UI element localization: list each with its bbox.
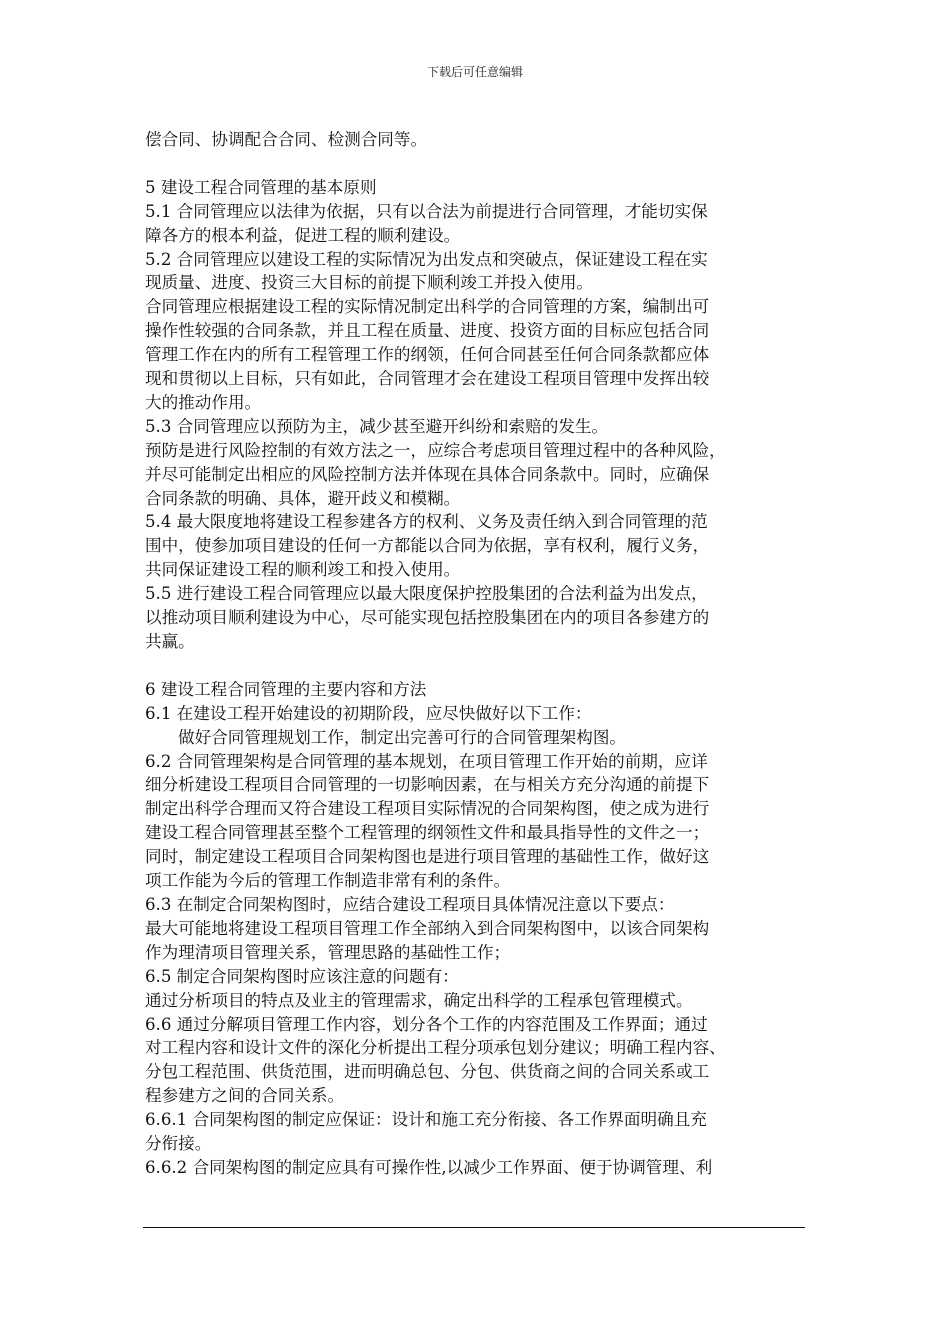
section-heading: 5 建设工程合同管理的基本原则 — [145, 177, 377, 197]
paragraph-line: 制定出科学合理而又符合建设工程项目实际情况的合同架构图，使之成为进行 — [145, 799, 710, 819]
page-header: 下载后可任意编辑 — [426, 65, 523, 79]
paragraph-line: 对工程内容和设计文件的深化分析提出工程分项承包划分建议；明确工程内容、 — [145, 1038, 726, 1058]
paragraph-line: 管理工作在内的所有工程管理工作的纲领，任何合同甚至任何合同条款都应体 — [145, 345, 710, 365]
section-heading: 6 建设工程合同管理的主要内容和方法 — [145, 679, 427, 699]
paragraph-line: 偿合同、协调配合合同、检测合同等。 — [145, 130, 428, 149]
footer-divider — [143, 1227, 805, 1228]
paragraph-line: 现质量、进度、投资三大目标的前提下顺利竣工并投入使用。 — [145, 273, 594, 293]
paragraph-line: 共同保证建设工程的顺利竣工和投入使用。 — [145, 560, 461, 580]
paragraph-line: 5.1 合同管理应以法律为依据，只有以合法为前提进行合同管理，才能切实保 — [145, 201, 708, 221]
paragraph-line: 程参建方之间的合同关系。 — [145, 1086, 345, 1106]
paragraph-line: 以推动项目顺利建设为中心，尽可能实现包括控股集团在内的项目各参建方的 — [145, 608, 710, 628]
paragraph-line: 操作性较强的合同条款，并且工程在质量、进度、投资方面的目标应包括合同 — [145, 321, 710, 341]
paragraph-line: 6.2 合同管理架构是合同管理的基本规划，在项目管理工作开始的前期，应详 — [145, 751, 708, 771]
document-body — [145, 128, 815, 1180]
paragraph-line: 大的推动作用。 — [145, 392, 262, 412]
paragraph-line: 预防是进行风险控制的有效方法之一，应综合考虑项目管理过程中的各种风险， — [145, 440, 726, 460]
paragraph-line: 作为理清项目管理关系，管理思路的基础性工作； — [145, 942, 511, 962]
paragraph-line: 围中，使参加项目建设的任何一方都能以合同为依据，享有权利，履行义务， — [145, 536, 710, 556]
paragraph-line: 5.5 进行建设工程合同管理应以最大限度保护控股集团的合法利益为出发点， — [145, 584, 708, 604]
paragraph-line: 分衔接。 — [145, 1134, 212, 1154]
paragraph-line: 同时，制定建设工程项目合同架构图也是进行项目管理的基础性工作，做好这 — [145, 847, 710, 867]
paragraph-line: 6.6.1 合同架构图的制定应保证：设计和施工充分衔接、各工作界面明确且充 — [145, 1110, 707, 1130]
paragraph-line: 建设工程合同管理甚至整个工程管理的纲领性文件和最具指导性的文件之一； — [145, 823, 710, 843]
paragraph-line: 障各方的根本利益，促进工程的顺利建设。 — [145, 225, 461, 245]
paragraph-line: 6.6.2 合同架构图的制定应具有可操作性,以减少工作界面、便于协调管理、利 — [145, 1157, 713, 1177]
paragraph-line: 通过分析项目的特点及业主的管理需求，确定出科学的工程承包管理模式。 — [145, 990, 693, 1010]
paragraph-line: 项工作能为今后的管理工作制造非常有利的条件。 — [145, 871, 511, 891]
blank-line — [145, 152, 815, 176]
paragraph-line: 细分析建设工程项目合同管理的一切影响因素，在与相关方充分沟通的前提下 — [145, 775, 710, 795]
paragraph-line: 合同管理应根据建设工程的实际情况制定出科学的合同管理的方案，编制出可 — [145, 297, 710, 317]
paragraph-line: 现和贯彻以上目标，只有如此，合同管理才会在建设工程项目管理中发挥出较 — [145, 369, 710, 389]
paragraph-line: 分包工程范围、供货范围，进而明确总包、分包、供货商之间的合同关系或工 — [145, 1062, 710, 1082]
paragraph-line: 6.1 在建设工程开始建设的初期阶段，应尽快做好以下工作： — [145, 703, 592, 723]
paragraph-line: 做好合同管理规划工作，制定出完善可行的合同管理架构图。 — [178, 727, 627, 747]
paragraph-line: 5.3 合同管理应以预防为主，减少甚至避开纠纷和索赔的发生。 — [145, 416, 609, 436]
paragraph-line: 6.3 在制定合同架构图时，应结合建设工程项目具体情况注意以下要点： — [145, 894, 675, 914]
paragraph-line: 6.5 制定合同架构图时应该注意的问题有： — [145, 966, 459, 986]
paragraph-line: 6.6 通过分解项目管理工作内容，划分各个工作的内容范围及工作界面；通过 — [145, 1014, 708, 1034]
paragraph-line: 并尽可能制定出相应的风险控制方法并体现在具体合同条款中。同时，应确保 — [145, 464, 710, 484]
paragraph-line: 5.4 最大限度地将建设工程参建各方的权利、义务及责任纳入到合同管理的范 — [145, 512, 708, 532]
paragraph-line: 合同条款的明确、具体，避开歧义和模糊。 — [145, 488, 461, 508]
paragraph-line: 5.2 合同管理应以建设工程的实际情况为出发点和突破点，保证建设工程在实 — [145, 249, 708, 269]
paragraph-line: 最大可能地将建设工程项目管理工作全部纳入到合同架构图中，以该合同架构 — [145, 918, 710, 938]
blank-line — [145, 654, 815, 678]
paragraph-line: 共赢。 — [145, 632, 195, 652]
